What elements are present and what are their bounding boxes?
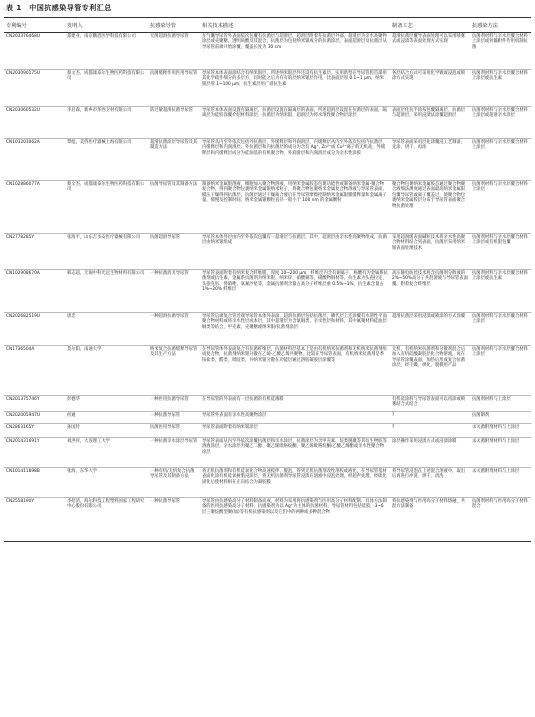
description-cell: 导尿管本体表面设置有隔离层，抗菌层设置在隔离层的表面，所述超滑层设置在抗菌层的表面，隔离层为硅胶涂覆介绍材料涂层，抗菌层为纳米银，超滑层为将水溶性聚合物层涂层 [200,107,390,139]
method-cell: 抗菌剂材料与亲水层覆合材料上涂层或超滑亲水涂层 [470,107,531,139]
inventor-cell: 韩志超，无锡中科光远生物材料有限公司 [65,270,148,313]
process-cell: 将导尿管浸泡在上述混合溶液中，取出后再进行冲洗、烘干、清洗 [390,468,470,498]
description-cell: 在导尿管的外表面有一层抗菌的有机硅薄膜 [200,396,390,412]
patent-number-cell: CN103203062A [4,139,65,181]
patent-number-cell: CN2778285Y [4,234,65,270]
inventor-cell: 唐忠 [65,313,148,346]
description-cell: 导尿管表面附着有纳米银涂层 [200,424,390,438]
catheter-name-cell: 一种医用抗菌导尿管 [148,396,200,412]
catheter-name-cell: 抗菌导尿管及其制备方法 [148,181,200,234]
catheter-name-cell: 一种超滑抗菌导尿管 [148,313,200,346]
inventor-cell: 何通 [65,412,148,424]
description-cell: 导尿管本体表面涂结合有纳米银层，所述纳米银层外还设有抗生素层。实用新型在导尿管腔首部用其化学疏作细分的多层方，同时能之后为有有的层纳米银层作用，比表面层厚 0.1~1 μm，纳米银层厚 1~100 μm，抗生素层用广谱抗生素 [200,70,390,107]
patent-number-cell: CN102908670A [4,270,65,313]
table-caption: 表 1 中国抗感染导管专利汇总 [6,4,112,12]
patent-number-cell: CN201375746Y [4,396,65,412]
process-cell: 高压静电纺丝技术将含抗菌剂分散液的 2%~50%高分子共混溶液与导尿管表面覆，附着复合纤维层 [390,270,470,313]
catheter-name-cell: 无菌超滑抗菌导尿管 [148,33,200,70]
table-row [4,234,531,270]
table-row [4,396,531,412]
table-row [4,181,531,234]
process-cell: ? [390,412,470,424]
inventor-cell: 李启森，新乡市华西卫材有限公司 [65,107,148,139]
catheter-name-cell: 防过敏超滑抗菌导尿管 [148,107,200,139]
catheter-name-cell: 超滑抗菌涂层导尿管及其制造方法 [148,139,200,181]
description-cell: 在导尿管体外表面复合有抗菌纤维层，抗菌材料层基本上是由有机纳米抗菌剂和无机纳米抗菌剂组成复合物，抗菌剂纳米银分散在乙烯-乙酸乙烯共聚物，比较在导尿管表面，有机纳米抗菌剂是季铵盐类、醛类、吡啶类，并纳米银分散在功能层通过溶胶凝胶层涂覆等 [200,346,390,396]
patent-number-cell: CN203060532U [4,107,65,139]
patent-number-cell: CN2863165Y [4,424,65,438]
catheter-name-cell: 抗菌缓释作用医用导尿管 [148,70,200,107]
method-cell: 抗菌制剂 [470,412,531,424]
process-cell: 采用超润缓表面碱粒技术将亲水性高聚合物材料结合到表面，抗菌层采用纳米银表面处理技术 [390,234,470,270]
table-row [4,424,531,438]
table-row [4,313,531,346]
process-cell: 导尿管表面采用层化涂覆浸工艺制备，先涂、烘干、再涂 [390,139,470,181]
method-cell: 抗菌剂材料与亲水层覆合材料上涂层 [470,346,531,396]
inventor-cell: 孙国付 [65,424,148,438]
patent-number-cell: CN202682519U [4,313,65,346]
table-row [4,33,531,70]
table-row [4,498,531,542]
description-cell: 导尿管后端复合管近端导尿管本体外表面，超滑抗菌层包括抗菌层，碘代层上还涂覆有水溶性平面聚合物材料或将亲水性层成本层，其中超滑层为含氯铜类、亲水性层和材料，其中氟聚材料硅油层铜类等结合，甲壳素，壳聚糖或纳米银/抗菌剂涂层 [200,313,390,346]
catheter-name-cell: 一种有机/无机复合抗菌导尿管及其制备方法 [148,468,200,498]
catheter-name-cell: 一种抗菌亲水涂层导尿管 [148,438,200,468]
method-cell: 抗菌剂材料与亲水层覆合材料上涂层或有机银包覆 [470,234,531,270]
description-cell: 在气囊导尿管外表面依次包覆有抗菌层与超滑层，超滑层附着在抗菌层外部，超滑层为亲水高聚物涂层或壳聚糖、透明质酸及其混合，抗菌层为包括纳米银成分的抗菌涂层，表面超滑层及抗菌层从导尿管前端开始涂覆，覆盖长度为 30 cm [200,33,390,70]
patent-number-cell: CN2558190Y [4,498,65,542]
table-row [4,70,531,107]
method-cell: 抗菌剂材料与亲水层覆合材料上涂层或抗生素 [470,70,531,107]
description-cell: 将无机抗菌剂和有机硅氧化合物高速搅拌、脱泡，得到无机抗菌剂改性溶胶或液化，在导尿管基材表面化涂有机硅氧树脂浸涂层，将无机抗菌剂导尿管浸渍在溶液中浸泡处理，经超声处理，经硫化固化后使材料相在正向结合为凝胶膜 [200,468,390,498]
method-cell: 杀灭菌附剂材料与上涂层 [470,468,531,498]
catheter-name-cell: 一种抗菌导尿管 [148,412,200,424]
catheter-name-cell: 一种抗菌消炎导尿管 [148,270,200,313]
inventor-cell: 彭德华 [65,396,148,412]
table-body [4,33,531,542]
description-cell: 导尿管从内至外依次包括外抗菌层、外缓释层和外润滑层，内缓释层从内至外依次包括内抗菌层、内缓释层和内润滑层；外抗菌层和内抗菌层的成分为含有 Ag⁺, Zn²⁺或 Cu²⁺离子的无机盐，外缓释层和内缓释层成分为硅油基的有机聚合物，外润滑层和内润滑层成分为亲水性涂胶 [200,139,390,181]
description-cell: 导尿管表面附着有纳米复合纤维膜，厚度 10~200 μm，纤维层内含有铜离子、杨酸有为金属系抗菌剂或抗生素，金属系抗菌剂为纳米银、纳米锌、硝酸铜等，硝酸物铜材等，抗生素为头孢拉定、头孢克肟、替硝唑、氧氟沙星等，金属抗菌剂含量占高分子纤维层重 0.5%~1%，抗生素含量占 1%~20% 纤维层 [200,270,390,313]
header-inventor: 发明人 [65,18,148,33]
patent-number-cell: CN1736504A [4,346,65,396]
inventor-cell: 郑建业，南京鹏恩医学科技有限公司 [65,33,148,70]
patent-number-cell: CN203376468U [4,33,65,70]
table-row [4,346,531,396]
table-row [4,438,531,468]
process-cell: 有机硅涂料与导尿管表面可以用涂或喷雾结合式结合 [390,396,470,412]
patent-table [4,17,531,542]
patent-number-cell: CN203090175U [4,70,65,107]
patent-number-cell: CN201431691Y [4,438,65,468]
header-row [4,18,531,33]
method-cell: 抗菌剂材料与上涂层 [470,396,531,412]
patent-number-cell: CN101411898B [4,468,65,498]
header-patent-number: 专利编号 [4,18,65,33]
description-cell: 导尿管由抗感染高分子材料制备而成，材料为采用将抗感染剂与医用高分子材料配制，具体方法制备的医用抗感染高分子材料，抗感染剂为以 Ag⁺为主体的抗菌材料，导尿管材料包括硅胶，3~6 层三聚烷酸型聚(加)等有机抗感染剂以及它们中的两种或多种混合物 [200,498,390,542]
inventor-cell: 张海，东华大学 [65,468,148,498]
catheter-name-cell: 一种抗菌导尿管 [148,498,200,542]
method-cell: 抗菌剂材料与亲水层覆合材料上涂层 [470,313,531,346]
patent-number-cell: CN102886077A [4,181,65,234]
header-description: 相关技术描述 [200,18,390,33]
process-cell: ? [390,424,470,438]
process-cell: 表面层化抗半涂布包覆隔离层、抗菌层与超滑层，采用浸渍法涂覆超滑层 [390,107,470,139]
process-cell: 超滑抗菌层采用浸渍或喷涂的方式涂覆 [390,313,470,346]
inventor-cell: 蔡文杰，成都康泰尔生物医药科技有限公司 [65,181,148,234]
table-row [4,412,531,424]
method-cell: 抗菌剂材料与医用高分子材料混合 [470,498,531,542]
method-cell: 杀灭菌附剂材料与上涂层 [470,438,531,468]
method-cell: 杀灭菌附剂材料与上涂层 [470,424,531,438]
description-cell: 导尿管外表面有亲水性高聚物涂层 [200,412,390,424]
catheter-name-cell: 抗菌医用导尿管 [148,424,200,438]
header-method: 抗感染方法 [470,18,531,33]
method-cell: 抗菌剂材料与亲水层覆合材料上涂层 [470,139,531,181]
header-catheter: 抗感染导管 [148,18,200,33]
catheter-name-cell: 纳米复合抗菌缓释导尿管及其生产方法 [148,346,200,396]
description-cell: 导尿管表面从内至外依次涂覆抗菌层和亲水涂层，抗菌涂层为含甲壳素、烷类脱聚等其衍生物胶等溶液涂层，亲水涂层为聚乙二醇、聚乙烯吡咯烷酮，聚乙烯吡咯烷酮/乙酸乙烯酯或亲水性聚合物涂层 [200,438,390,468]
table-row [4,468,531,498]
inventor-cell: 李招清，海尔科技工程塑料国家工程研究中心股份有限公司 [65,498,148,542]
inventor-cell: 莫尔阳，南通大学 [65,346,148,396]
process-cell: 聚合物包裹纳米金属胶态通过聚合物聚合液细法测度通过表面最高纳米金属银包覆导尿管或离子覆盖过，使聚合物包裹纳米金属胶层分布于导尿管表面聚合物抗菌处理 [390,181,470,234]
catheter-name-cell: 抗菌超滑导尿管 [148,234,200,270]
description-cell: 导尿管本体外层由内至外依次包覆有一超滑层与抗菌层，其中，超滑层由亲水性高聚物组成，抗菌层由纳米银组成 [200,234,390,270]
inventor-cell: 刘洪祥，大连理工大学 [65,438,148,468]
table-row [4,270,531,313]
method-cell: 抗菌剂材料与亲水层覆合材料上涂层或抗生素 [470,270,531,313]
method-cell: 抗菌剂材料与亲水层覆合材料上涂层 [470,181,531,234]
process-cell: 超滑抗菌层覆导表面处理可以采用喷雾式或浸渍等表面处理方式实现 [390,33,470,70]
inventor-cell: 张海平，山东吉多安医疗器械有限公司 [65,234,148,270]
header-process: 制备工艺 [390,18,470,33]
table-row [4,107,531,139]
description-cell: 制备纳米金属银溶液，细胞加入聚合物溶液，用纳米金属胶态包裹功能性或制备纳米金属-聚合物复合物，得到聚合物包裹纳米金属银纳米粒子，将聚合物包裹纳米金属复合物溶液与导尿管表面，模压干燥得到抗菌层，抗菌层通过干燥离合液后在导尿管摩擦控制纳米金属银膜缓释量和金属离子量，缓慢及控制时间，纳米金属银颗粒直径一般小于 100 nm 的金属颗粒 [200,181,390,234]
method-cell: 抗菌剂材料与亲水层覆合材料上涂层或骨髓附件作用机制抗菌 [470,33,531,70]
process-cell: 将抗感染剂与医用高分子材料熔融，共混方法制备 [390,498,470,542]
inventor-cell: 覃彪，美侨医疗器械上海有限公司 [65,139,148,181]
inventor-cell: 蔡文杰，成都康泰尔生物医药科技有限公司 [65,70,148,107]
table-row [4,139,531,181]
process-cell: 涂层操作采用浸渍方式或浸渍涂膜 [390,438,470,468]
process-cell: 各层结合方式可采用化学镀或浸泡或喷涂方式实现 [390,70,470,107]
patent-number-cell: CN202005947U [4,412,65,424]
process-cell: 无机、有机纳米抗菌剂和分散剂混合后加入有机硅酸凝胶层化合物溶液，再在导尿管涂覆表面，加热后形成复合抗菌涂层，经干燥、烘化、脱模用产品 [390,346,470,396]
